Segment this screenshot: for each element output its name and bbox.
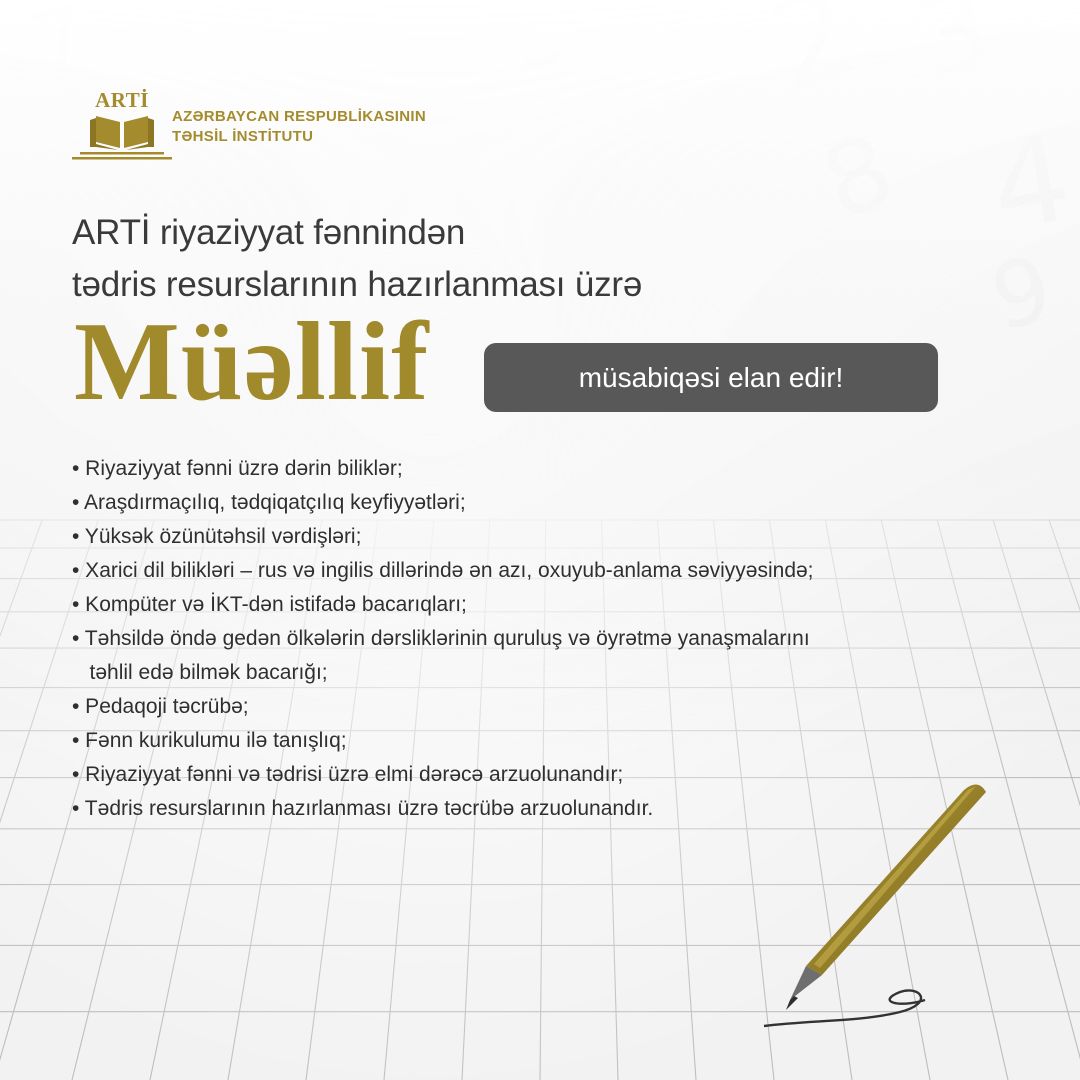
announcement-badge: müsabiqəsi elan edir! xyxy=(484,343,938,412)
requirement-item: • Fənn kurikulumu ilə tanışlıq; xyxy=(72,729,347,752)
requirement-item: • Tədris resurslarının hazırlanması üzrə təcrübə arzuolunandır. xyxy=(72,797,654,820)
requirement-item: • Yüksək özünütəhsil vərdişləri; xyxy=(72,525,362,548)
requirement-item: • Araşdırmaçılıq, tədqiqatçılıq keyfiyyətləri; xyxy=(72,491,466,514)
requirement-item: • Pedaqoji təcrübə; xyxy=(72,695,249,718)
organization-name xyxy=(172,107,426,147)
org-line-2: TƏHSİL İNSTİTUTU xyxy=(172,128,314,145)
headline-line-2: tədris resurslarının hazırlanması üzrə xyxy=(72,265,643,304)
headline xyxy=(72,207,972,311)
requirement-item: • Riyaziyyat fənni və tədrisi üzrə elmi dərəcə arzuolunandır; xyxy=(72,763,624,786)
requirement-item-continued: təhlil edə bilmək bacarığı; xyxy=(72,661,328,684)
requirement-item: • Riyaziyyat fənni üzrə dərin biliklər; xyxy=(72,457,403,480)
logo-wordmark: ARTİ xyxy=(95,88,149,112)
requirement-item: • Xarici dil bilikləri – rus və ingilis dillərində ən azı, oxuyub-anlama səviyyəsində; xyxy=(72,559,814,582)
requirement-item: • Təhsildə öndə gedən ölkələrin dərsliklərinin quruluş və öyrətmə yanaşmalarını xyxy=(72,627,810,650)
org-line-1: AZƏRBAYCAN RESPUBLİKASININ xyxy=(172,108,426,125)
open-book-icon xyxy=(72,112,172,162)
author-title: Müəllif xyxy=(74,300,430,424)
pen-icon xyxy=(750,770,1050,1040)
requirement-item: • Kompüter və İKT-dən istifadə bacarıqları; xyxy=(72,593,467,616)
pen-scribble xyxy=(764,990,925,1026)
headline-line-1: ARTİ riyaziyyat fənnindən xyxy=(72,213,466,252)
arti-logo xyxy=(72,88,172,166)
